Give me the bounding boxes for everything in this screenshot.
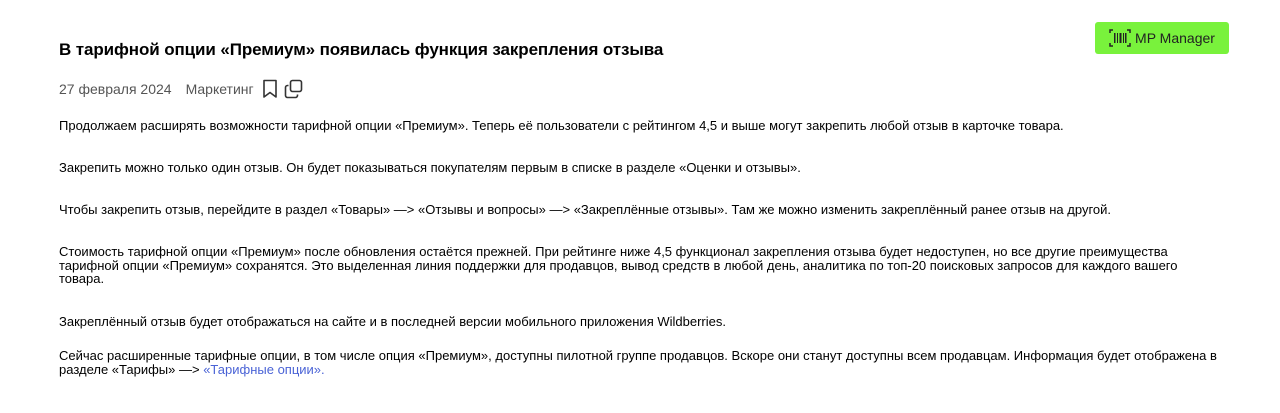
badge-label: MP Manager [1135,30,1215,46]
article-paragraph: Продолжаем расширять возможности тарифной опции «Премиум». Теперь её пользователи с рейтингом 4,5 и выше могут закрепить любой отзыв в карточке товара. [59,118,1064,133]
article-paragraph: Закреплённый отзыв будет отображаться на сайте и в последней версии мобильного приложения Wildberries. [59,314,726,329]
bookmark-icon[interactable] [262,79,278,99]
copy-icon[interactable] [284,79,304,99]
article-paragraph: Стоимость тарифной опции «Премиум» после обновления остаётся прежней. При рейтинге ниже 4,5 функционал закрепления отзыва будет недоступен, но все другие преимущества тарифной опции «Премиум» сохранятся. Это выделенная линия поддержки для продавцов, вывод средств в любой день, аналитика по топ-20 поисковых запросов для каждого вашего товара. [59,244,1178,286]
article-date: 27 февраля 2024 [59,81,172,97]
article-paragraph-last [59,349,1224,376]
tariff-options-link[interactable]: «Тарифные опции». [203,361,325,377]
article-meta [59,78,310,100]
last-paragraph-text: Сейчас расширенные тарифные опции, в том числе опция «Премиум», доступны пилотной группе продавцов. Вскоре они станут доступны всем продавцам. Информация будет отображена в разделе «Тарифы» —> [59,348,1217,377]
barcode-icon [1109,29,1131,47]
article-paragraph: Закрепить можно только один отзыв. Он будет показываться покупателям первым в списке в разделе «Оценки и отзывы». [59,160,801,175]
article-title: В тарифной опции «Премиум» появилась функция закрепления отзыва [59,40,664,59]
mp-manager-badge[interactable] [1095,22,1229,54]
article-paragraph: Чтобы закрепить отзыв, перейдите в раздел «Товары» —> «Отзывы и вопросы» —> «Закреплённые отзывы». Там же можно изменить закреплённый ранее отзыв на другой. [59,202,1111,217]
article-category[interactable]: Маркетинг [185,81,254,97]
